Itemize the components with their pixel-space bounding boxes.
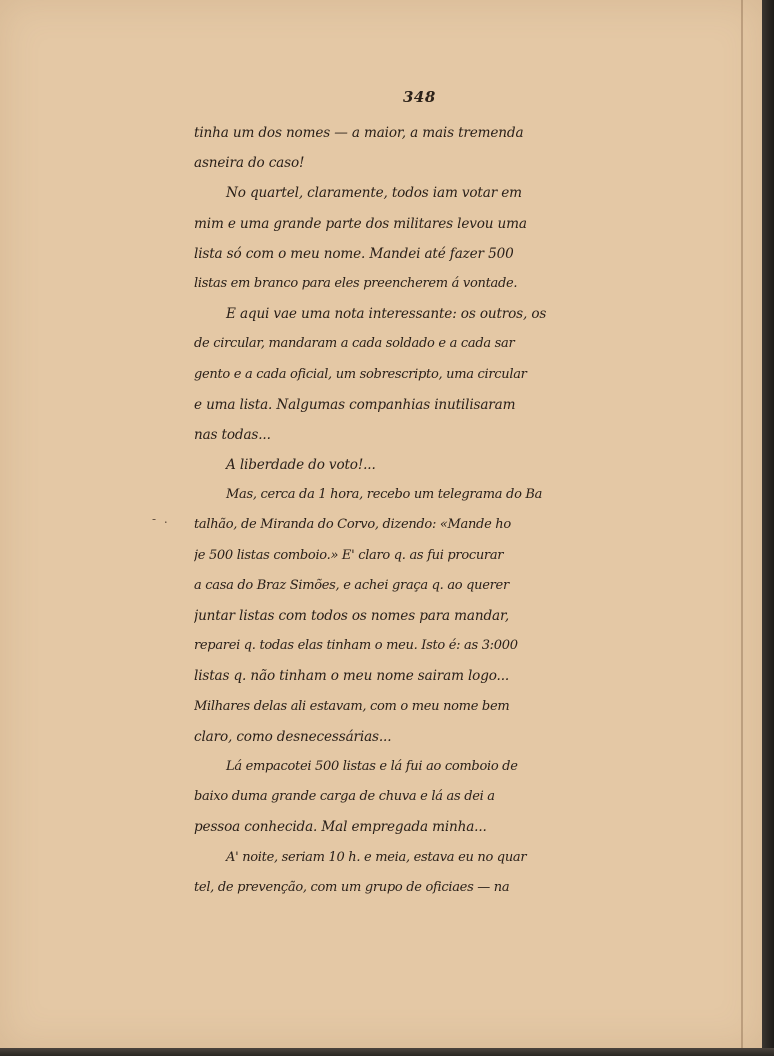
page-edge-right (762, 0, 774, 1056)
text-line: Mas, cerca da 1 hora, recebo um telegrama do Ba (226, 487, 543, 503)
text-line: pessoa conhecida. Mal empregada minha... (194, 819, 487, 836)
text-line: nas todas... (194, 426, 271, 443)
text-line: E aqui vae uma nota interessante: os outros, os (226, 306, 547, 323)
page-number: 348 (403, 88, 436, 106)
text-line: Milhares delas ali estavam, com o meu nome bem (194, 698, 510, 714)
text-line: talhão, de Miranda do Corvo, dizendo: «Mande ho (194, 517, 511, 533)
text-line: je 500 listas comboio.» E' claro q. as fui procurar (194, 547, 504, 563)
margin-mark: - . (152, 512, 170, 526)
text-line: listas em branco para eles preencherem á vontade. (194, 275, 518, 291)
text-line: tel, de prevenção, com um grupo de oficiaes — na (194, 879, 510, 895)
text-line: A liberdade do voto!... (226, 457, 376, 474)
text-line: juntar listas com todos os nomes para mandar, (194, 608, 509, 624)
text-line: A' noite, seriam 10 h. e meia, estava eu no quar (226, 849, 527, 865)
text-line: Lá empacotei 500 listas e lá fui ao comboio de (226, 758, 518, 774)
text-line: claro, como desnecessárias... (194, 728, 392, 745)
text-line: asneira do caso! (194, 155, 305, 172)
text-line: listas q. não tinham o meu nome sairam logo... (194, 668, 510, 685)
text-line: gento e a cada oficial, um sobrescripto, uma circular (194, 366, 527, 382)
text-line: e uma lista. Nalgumas companhias inutilisaram (194, 396, 516, 413)
text-line: No quartel, claramente, todos iam votar em (226, 185, 522, 202)
text-line: lista só com o meu nome. Mandei até fazer 500 (194, 245, 514, 262)
text-line: tinha um dos nomes — a maior, a mais tremenda (194, 125, 524, 141)
handwritten-text-block (194, 118, 669, 903)
text-line: mim e uma grande parte dos militares levou uma (194, 215, 527, 232)
text-line: de circular, mandaram a cada soldado e a cada sar (194, 336, 515, 352)
text-line: baixo duma grande carga de chuva e lá as dei a (194, 789, 495, 805)
page-edge-bottom (0, 1048, 774, 1056)
text-line: reparei q. todas elas tinham o meu. Isto é: as 3:000 (194, 638, 518, 654)
page-fold (741, 0, 743, 1048)
text-line: a casa do Braz Simões, e achei graça q. ao querer (194, 577, 509, 593)
